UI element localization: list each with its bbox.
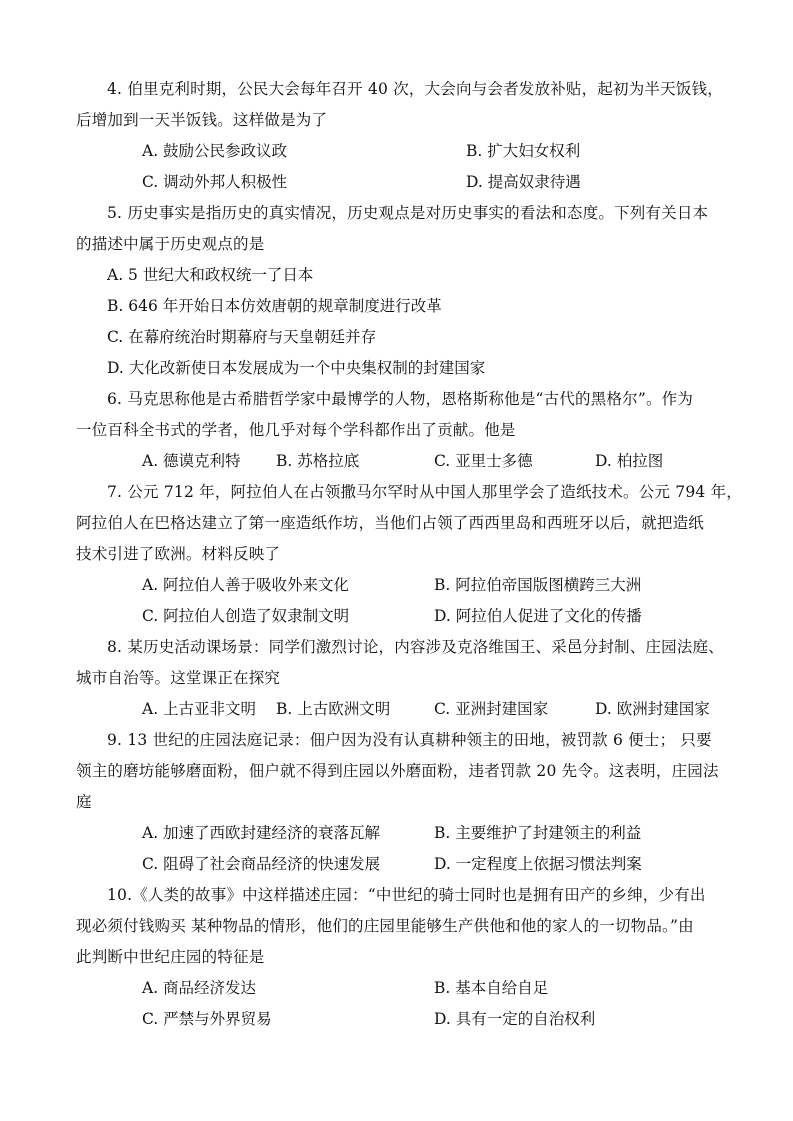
question-10-option-d[interactable]: D. 具有一定的自治权利 (434, 1010, 596, 1028)
question-10-stem-line-3: 此判断中世纪庄园的特征是 (76, 948, 265, 966)
question-10-option-c[interactable]: C. 严禁与外界贸易 (142, 1010, 272, 1028)
question-10-option-a[interactable]: A. 商品经济发达 (142, 979, 257, 997)
question-8-option-b[interactable]: B. 上古欧洲文明 (276, 700, 391, 718)
question-5-stem-line-1: 5. 历史事实是指历史的真实情况，历史观点是对历史事实的看法和态度。下列有关日本 (107, 204, 709, 222)
question-4-option-c[interactable]: C. 调动外邦人积极性 (142, 173, 288, 191)
question-8-option-c[interactable]: C. 亚洲封建国家 (434, 700, 549, 718)
question-4-option-a[interactable]: A. 鼓励公民参政议政 (142, 142, 288, 160)
question-5-stem-line-2: 的描述中属于历史观点的是 (76, 235, 265, 253)
question-9-stem-line-2: 领主的磨坊能够磨面粉，佃户就不得到庄园以外磨面粉，违者罚款 20 先令。这表明，庄园法 (76, 762, 719, 780)
question-4-option-d[interactable]: D. 提高奴隶待遇 (466, 173, 581, 191)
question-4-stem-line-2: 后增加到一天半饭钱。这样做是为了 (76, 111, 328, 129)
question-8-stem-line-1: 8. 某历史活动课场景：同学们激烈讨论，内容涉及克洛维国王、采邑分封制、庄园法庭、 (107, 638, 724, 656)
question-10-stem-line-1: 10.《人类的故事》中这样描述庄园：“中世纪的骑士同时也是拥有田产的乡绅，少有出 (107, 886, 706, 904)
question-8-option-d[interactable]: D. 欧洲封建国家 (595, 700, 710, 718)
question-6-stem-line-2: 一位百科全书式的学者，他几乎对每个学科都作出了贡献。他是 (76, 421, 516, 439)
question-8-option-a[interactable]: A. 上古亚非文明 (142, 700, 257, 718)
question-7-option-c[interactable]: C. 阿拉伯人创造了奴隶制文明 (142, 607, 350, 625)
question-6-option-a[interactable]: A. 德谟克利特 (142, 452, 241, 470)
question-6-option-d[interactable]: D. 柏拉图 (595, 452, 664, 470)
question-10-option-b[interactable]: B. 基本自给自足 (434, 979, 549, 997)
question-4-stem-line-1: 4. 伯里克利时期，公民大会每年召开 40 次，大会向与会者发放补贴，起初为半天饭钱， (107, 80, 723, 98)
question-8-stem-line-2: 城市自治等。这堂课正在探究 (76, 669, 281, 687)
question-7-option-d[interactable]: D. 阿拉伯人促进了文化的传播 (434, 607, 642, 625)
question-5-option-a[interactable]: A. 5 世纪大和政权统一了日本 (107, 266, 314, 284)
question-7-stem-line-3: 技术引进了欧洲。材料反映了 (76, 545, 281, 563)
question-7-stem-line-1: 7. 公元 712 年，阿拉伯人在占领撒马尔罕时从中国人那里学会了造纸技术。公元 794 年， (107, 483, 742, 501)
question-9-stem-line-1: 9. 13 世纪的庄园法庭记录：佃户因为没有认真耕种领主的田地，被罚款 6 便士； 只要 (107, 731, 712, 749)
question-9-option-d[interactable]: D. 一定程度上依据习惯法判案 (434, 855, 642, 873)
question-5-option-c[interactable]: C. 在幕府统治时期幕府与天皇朝廷并存 (107, 328, 377, 346)
question-9-option-c[interactable]: C. 阻碍了社会商品经济的快速发展 (142, 855, 381, 873)
question-6-option-b[interactable]: B. 苏格拉底 (276, 452, 360, 470)
question-4-option-b[interactable]: B. 扩大妇女权利 (466, 142, 581, 160)
question-5-option-b[interactable]: B. 646 年开始日本仿效唐朝的规章制度进行改革 (107, 297, 442, 315)
question-9-option-b[interactable]: B. 主要维护了封建领主的利益 (434, 824, 642, 842)
question-10-stem-line-2: 现必须付钱购买 某种物品的情形，他们的庄园里能够生产供他和他的家人的一切物品。”由 (76, 917, 694, 935)
question-9-stem-line-3: 庭 (76, 793, 92, 811)
question-7-option-b[interactable]: B. 阿拉伯帝国版图横跨三大洲 (434, 576, 642, 594)
question-5-option-d[interactable]: D. 大化改新使日本发展成为一个中央集权制的封建国家 (107, 359, 486, 377)
question-9-option-a[interactable]: A. 加速了西欧封建经济的衰落瓦解 (142, 824, 381, 842)
question-6-option-c[interactable]: C. 亚里士多德 (434, 452, 533, 470)
question-6-stem-line-1: 6. 马克思称他是古希腊哲学家中最博学的人物，恩格斯称他是“古代的黑格尔”。作为 (107, 390, 694, 408)
question-7-stem-line-2: 阿拉伯人在巴格达建立了第一座造纸作坊，当他们占领了西西里岛和西班牙以后，就把造纸 (76, 514, 705, 532)
question-7-option-a[interactable]: A. 阿拉伯人善于吸收外来文化 (142, 576, 350, 594)
